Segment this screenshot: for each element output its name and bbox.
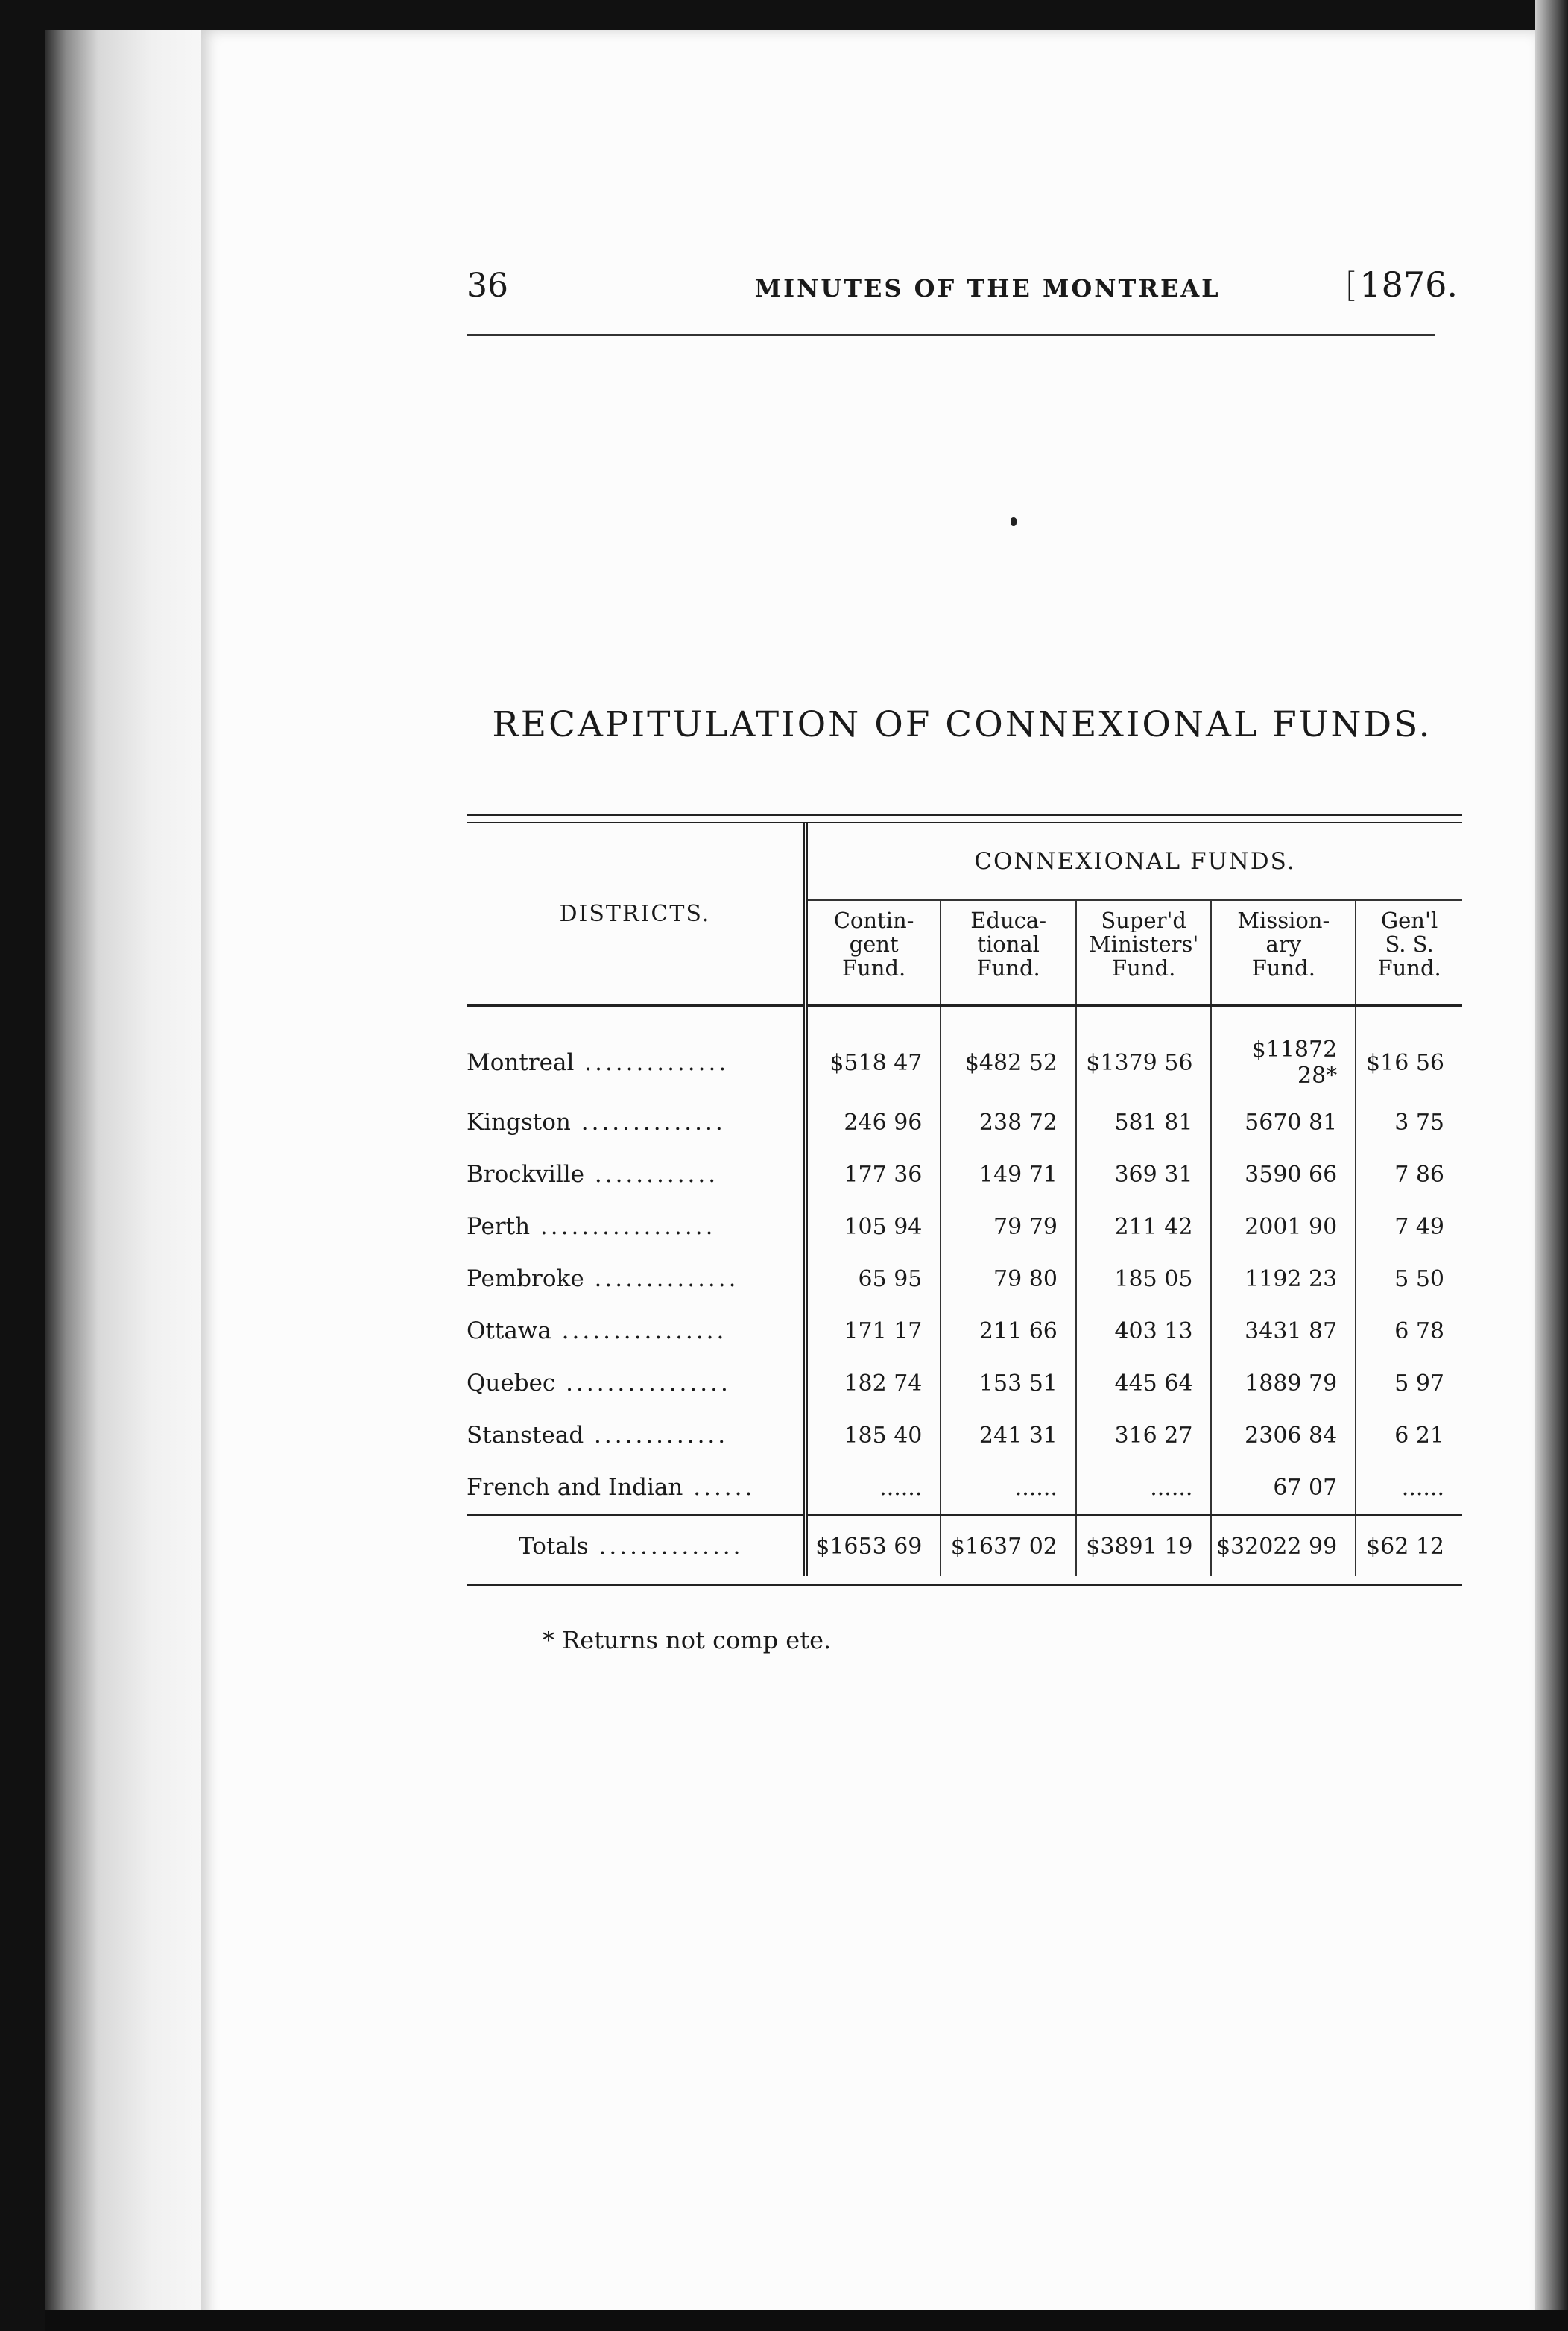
district-name (467, 1005, 806, 1096)
column-header-line: Gen'l (1380, 908, 1438, 933)
row-label: Quebec (467, 1370, 556, 1397)
amount-cell: 238 72 (941, 1096, 1076, 1148)
dot-leader: .............. (570, 1109, 726, 1136)
row-label: French and Indian (467, 1474, 683, 1501)
running-header (467, 265, 1458, 317)
amount-cell: 211 66 (941, 1305, 1076, 1357)
funds-table-wrap (467, 814, 1462, 1586)
funds-table (467, 823, 1462, 1576)
column-header-line: Fund. (976, 955, 1040, 981)
amount-cell: 149 71 (941, 1148, 1076, 1201)
column-header (1076, 900, 1212, 1005)
table-row (467, 1148, 1462, 1201)
column-header (941, 900, 1076, 1005)
district-name (467, 1409, 806, 1461)
column-header (1211, 900, 1356, 1005)
column-header (806, 900, 941, 1005)
amount-cell: $16 56 (1356, 1005, 1462, 1096)
page-title: RECAPITULATION OF CONNEXIONAL FUNDS. (492, 704, 1432, 745)
column-header (1356, 900, 1462, 1005)
amount-cell: $1653 69 (806, 1515, 941, 1576)
row-label: Stanstead (467, 1422, 584, 1449)
year-bracket: [ (1344, 265, 1359, 305)
amount-cell: 1192 23 (1211, 1253, 1356, 1305)
row-label: Pembroke (467, 1265, 584, 1292)
amount-cell: ...... (1076, 1461, 1212, 1515)
amount-cell: $62 12 (1356, 1515, 1462, 1576)
totals-label (467, 1515, 806, 1576)
dot-leader: .............. (574, 1049, 730, 1076)
district-name (467, 1201, 806, 1253)
amount-cell: ...... (1356, 1461, 1462, 1515)
dot-leader: ................ (551, 1318, 727, 1344)
table-row (467, 1005, 1462, 1096)
amount-cell: 3 75 (1356, 1096, 1462, 1148)
amount-cell: 1889 79 (1211, 1357, 1356, 1409)
scan-bottom-edge (45, 2310, 1568, 2331)
column-header-line: Fund. (1112, 955, 1176, 981)
dot-leader: ............. (584, 1422, 729, 1449)
connexional-funds-header: CONNEXIONAL FUNDS. (806, 823, 1462, 900)
amount-cell: $1637 02 (941, 1515, 1076, 1576)
amount-cell: 105 94 (806, 1201, 941, 1253)
year-text: 1876. (1359, 265, 1458, 305)
table-row (467, 1357, 1462, 1409)
year (1344, 265, 1458, 305)
amount-cell: 5670 81 (1211, 1096, 1356, 1148)
amount-cell: 5 50 (1356, 1253, 1462, 1305)
amount-cell: 185 05 (1076, 1253, 1212, 1305)
amount-cell: 6 78 (1356, 1305, 1462, 1357)
amount-cell: 445 64 (1076, 1357, 1212, 1409)
amount-cell: 177 36 (806, 1148, 941, 1201)
amount-cell: $11872 28* (1211, 1005, 1356, 1096)
amount-cell: 6 21 (1356, 1409, 1462, 1461)
district-name (467, 1461, 806, 1515)
district-name (467, 1148, 806, 1201)
table-row (467, 1201, 1462, 1253)
amount-cell: 171 17 (806, 1305, 941, 1357)
column-header-line: Fund. (1251, 955, 1315, 981)
districts-header: DISTRICTS. (467, 823, 806, 1005)
amount-cell: $3891 19 (1076, 1515, 1212, 1576)
dot-leader: ................ (555, 1370, 731, 1397)
table-row (467, 1461, 1462, 1515)
district-name (467, 1096, 806, 1148)
amount-cell: ...... (806, 1461, 941, 1515)
amount-cell: 67 07 (1211, 1461, 1356, 1515)
ink-speck (1011, 517, 1017, 526)
row-label: Kingston (467, 1109, 571, 1136)
amount-cell: 316 27 (1076, 1409, 1212, 1461)
table-bottom-rule (467, 1584, 1462, 1586)
column-header-line: Fund. (1377, 955, 1441, 981)
amount-cell: 211 42 (1076, 1201, 1212, 1253)
totals-row (467, 1515, 1462, 1576)
column-header-line: ary (1265, 932, 1302, 957)
amount-cell: $32022 99 (1211, 1515, 1356, 1576)
amount-cell: 185 40 (806, 1409, 941, 1461)
amount-cell: 241 31 (941, 1409, 1076, 1461)
amount-cell: 3590 66 (1211, 1148, 1356, 1201)
amount-cell: 7 49 (1356, 1201, 1462, 1253)
column-header-line: Super'd (1101, 908, 1186, 933)
column-header-line: Educa- (970, 908, 1047, 933)
column-header-line: Contin- (833, 908, 914, 933)
footnote: * Returns not comp ete. (543, 1626, 832, 1654)
district-name (467, 1253, 806, 1305)
amount-cell: 2001 90 (1211, 1201, 1356, 1253)
column-header-line: Fund. (841, 955, 906, 981)
running-head-title: MINUTES OF THE MONTREAL (754, 274, 1221, 303)
table-row (467, 1305, 1462, 1357)
table-top-rule (467, 814, 1462, 823)
amount-cell: $1379 56 (1076, 1005, 1212, 1096)
district-name (467, 1305, 806, 1357)
dot-leader: ................. (530, 1213, 716, 1240)
column-header-line: Ministers' (1089, 932, 1199, 957)
district-name (467, 1357, 806, 1409)
amount-cell: 65 95 (806, 1253, 941, 1305)
column-header-line: gent (849, 932, 899, 957)
book-page-edges (45, 30, 224, 2310)
column-header-line: S. S. (1385, 932, 1434, 957)
row-label: Perth (467, 1213, 531, 1240)
table-row (467, 1409, 1462, 1461)
amount-cell: 2306 84 (1211, 1409, 1356, 1461)
dot-leader: .............. (584, 1265, 739, 1292)
amount-cell: 581 81 (1076, 1096, 1212, 1148)
amount-cell: 153 51 (941, 1357, 1076, 1409)
row-label: Totals (519, 1533, 589, 1560)
amount-cell: $518 47 (806, 1005, 941, 1096)
amount-cell: 369 31 (1076, 1148, 1212, 1201)
row-label: Ottawa (467, 1318, 551, 1344)
amount-cell: 182 74 (806, 1357, 941, 1409)
amount-cell: $482 52 (941, 1005, 1076, 1096)
amount-cell: 79 79 (941, 1201, 1076, 1253)
table-body (467, 1005, 1462, 1576)
table-row (467, 1253, 1462, 1305)
scan-shadow (1535, 0, 1568, 2331)
page-number: 36 (467, 267, 508, 305)
amount-cell: 5 97 (1356, 1357, 1462, 1409)
amount-cell: 246 96 (806, 1096, 941, 1148)
row-label: Montreal (467, 1049, 575, 1076)
column-header-line: Mission- (1237, 908, 1330, 933)
amount-cell: 403 13 (1076, 1305, 1212, 1357)
dot-leader: ............ (584, 1161, 719, 1188)
dot-leader: ...... (683, 1474, 756, 1501)
amount-cell: 3431 87 (1211, 1305, 1356, 1357)
dot-leader: .............. (588, 1533, 744, 1560)
row-label: Brockville (467, 1161, 585, 1188)
header-rule (467, 334, 1435, 336)
column-header-line: tional (977, 932, 1040, 957)
amount-cell: 79 80 (941, 1253, 1076, 1305)
amount-cell: 7 86 (1356, 1148, 1462, 1201)
table-row (467, 1096, 1462, 1148)
amount-cell: ...... (941, 1461, 1076, 1515)
